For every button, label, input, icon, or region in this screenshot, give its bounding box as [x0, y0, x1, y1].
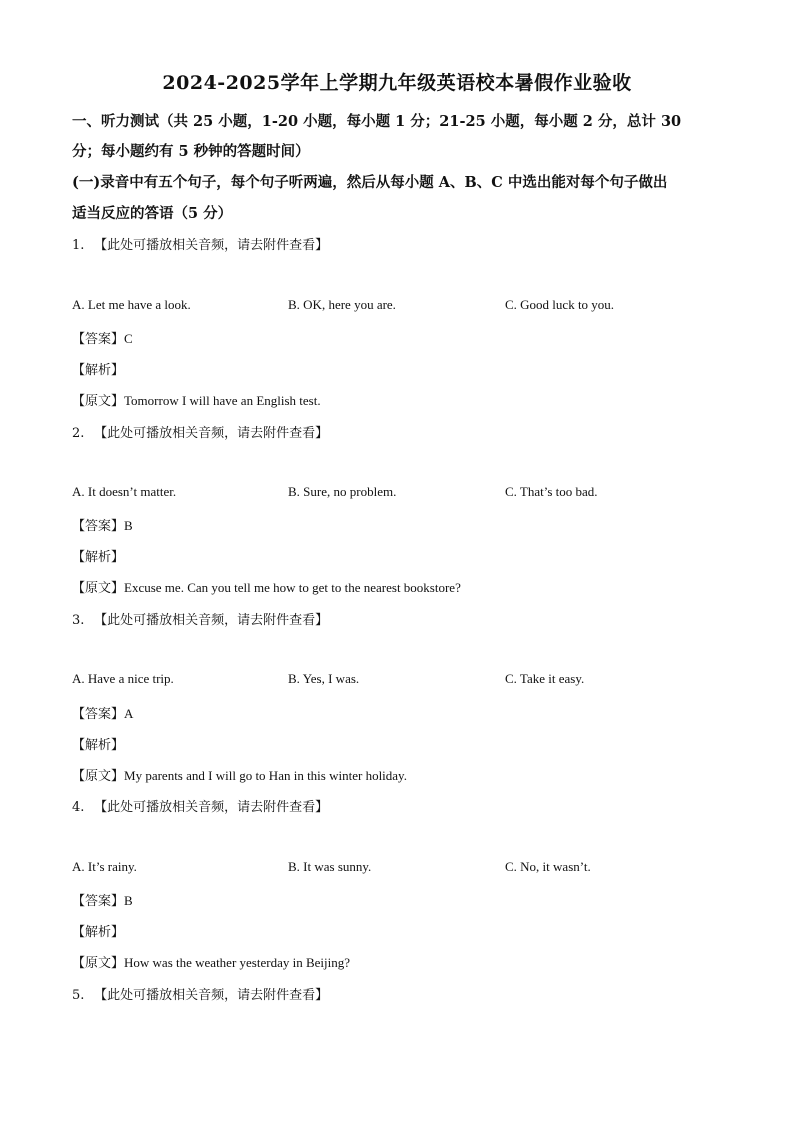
audio-placeholder: 【此处可播放相关音频，请去附件查看】 [94, 238, 329, 253]
audio-placeholder: 【此处可播放相关音频，请去附件查看】 [94, 613, 329, 628]
analysis-tag: 【解析】 [72, 550, 125, 565]
transcript-text: How was the weather yesterday in Beijing? [124, 955, 350, 970]
answer-value: A [124, 706, 134, 721]
question-2-option-a: A. It doesn’t matter. [72, 484, 177, 499]
answer-value: C [124, 331, 133, 346]
question-2-analysis [72, 546, 124, 565]
part-heading-line-2: 适当反应的答语（5 分） [72, 205, 233, 222]
question-2-transcript [72, 577, 461, 596]
transcript-text: My parents and I will go to Han in this winter holiday. [124, 768, 407, 783]
question-4-analysis [72, 921, 124, 940]
question-3-option-c: C. Take it easy. [505, 671, 585, 686]
question-3-option-b: B. Yes, I was. [288, 671, 360, 686]
analysis-tag: 【解析】 [72, 738, 125, 753]
question-1-analysis [72, 359, 124, 378]
answer-value: B [124, 518, 133, 533]
question-3-transcript [72, 765, 407, 784]
question-2-option-c: C. That’s too bad. [505, 484, 598, 499]
part-heading-line-1: (一)录音中有五个句子，每个句子听两遍，然后从每小题 A、B、C 中选出能对每个句子做出 [72, 174, 668, 191]
question-3-header [72, 609, 328, 628]
question-2-header [72, 422, 328, 441]
transcript-tag: 【原文】 [72, 394, 125, 409]
question-1-option-a: A. Let me have a look. [72, 297, 191, 312]
question-1-option-b: B. OK, here you are. [288, 297, 396, 312]
transcript-tag: 【原文】 [72, 581, 125, 596]
question-number: 1. [72, 238, 85, 253]
question-number: 3. [72, 613, 85, 628]
answer-tag: 【答案】 [72, 519, 125, 534]
question-1-transcript [72, 390, 321, 409]
question-4-option-b: B. It was sunny. [288, 859, 372, 874]
question-4-answer [72, 890, 133, 909]
transcript-text: Excuse me. Can you tell me how to get to the nearest bookstore? [124, 580, 461, 595]
question-3-option-a: A. Have a nice trip. [72, 671, 174, 686]
question-number: 5. [72, 988, 85, 1003]
question-1-option-c: C. Good luck to you. [505, 297, 615, 312]
question-4-transcript [72, 952, 350, 971]
answer-tag: 【答案】 [72, 332, 125, 347]
question-2-option-b: B. Sure, no problem. [288, 484, 397, 499]
transcript-tag: 【原文】 [72, 956, 125, 971]
document-title: 2024-2025学年上学期九年级英语校本暑假作业验收 [162, 72, 632, 94]
analysis-tag: 【解析】 [72, 925, 125, 940]
question-3-answer [72, 703, 133, 722]
audio-placeholder: 【此处可播放相关音频，请去附件查看】 [94, 426, 329, 441]
section-heading-line-2: 分；每小题约有 5 秒钟的答题时间） [72, 143, 310, 160]
answer-tag: 【答案】 [72, 707, 125, 722]
transcript-text: Tomorrow I will have an English test. [124, 393, 321, 408]
question-number: 2. [72, 426, 85, 441]
question-3-analysis [72, 734, 124, 753]
question-4-option-a: A. It’s rainy. [72, 859, 137, 874]
answer-tag: 【答案】 [72, 894, 125, 909]
audio-placeholder: 【此处可播放相关音频，请去附件查看】 [94, 988, 329, 1003]
answer-value: B [124, 893, 133, 908]
question-2-answer [72, 515, 133, 534]
transcript-tag: 【原文】 [72, 769, 125, 784]
analysis-tag: 【解析】 [72, 363, 125, 378]
section-heading-line-1: 一、听力测试（共 25 小题，1-20 小题，每小题 1 分；21-25 小题，每小题 2 分，总计 30 [72, 113, 682, 130]
audio-placeholder: 【此处可播放相关音频，请去附件查看】 [94, 800, 329, 815]
question-5-header [72, 984, 328, 1003]
question-4-option-c: C. No, it wasn’t. [505, 859, 591, 874]
question-4-header [72, 796, 328, 815]
question-number: 4. [72, 800, 85, 815]
question-1-header [72, 234, 328, 253]
question-1-answer [72, 328, 133, 347]
